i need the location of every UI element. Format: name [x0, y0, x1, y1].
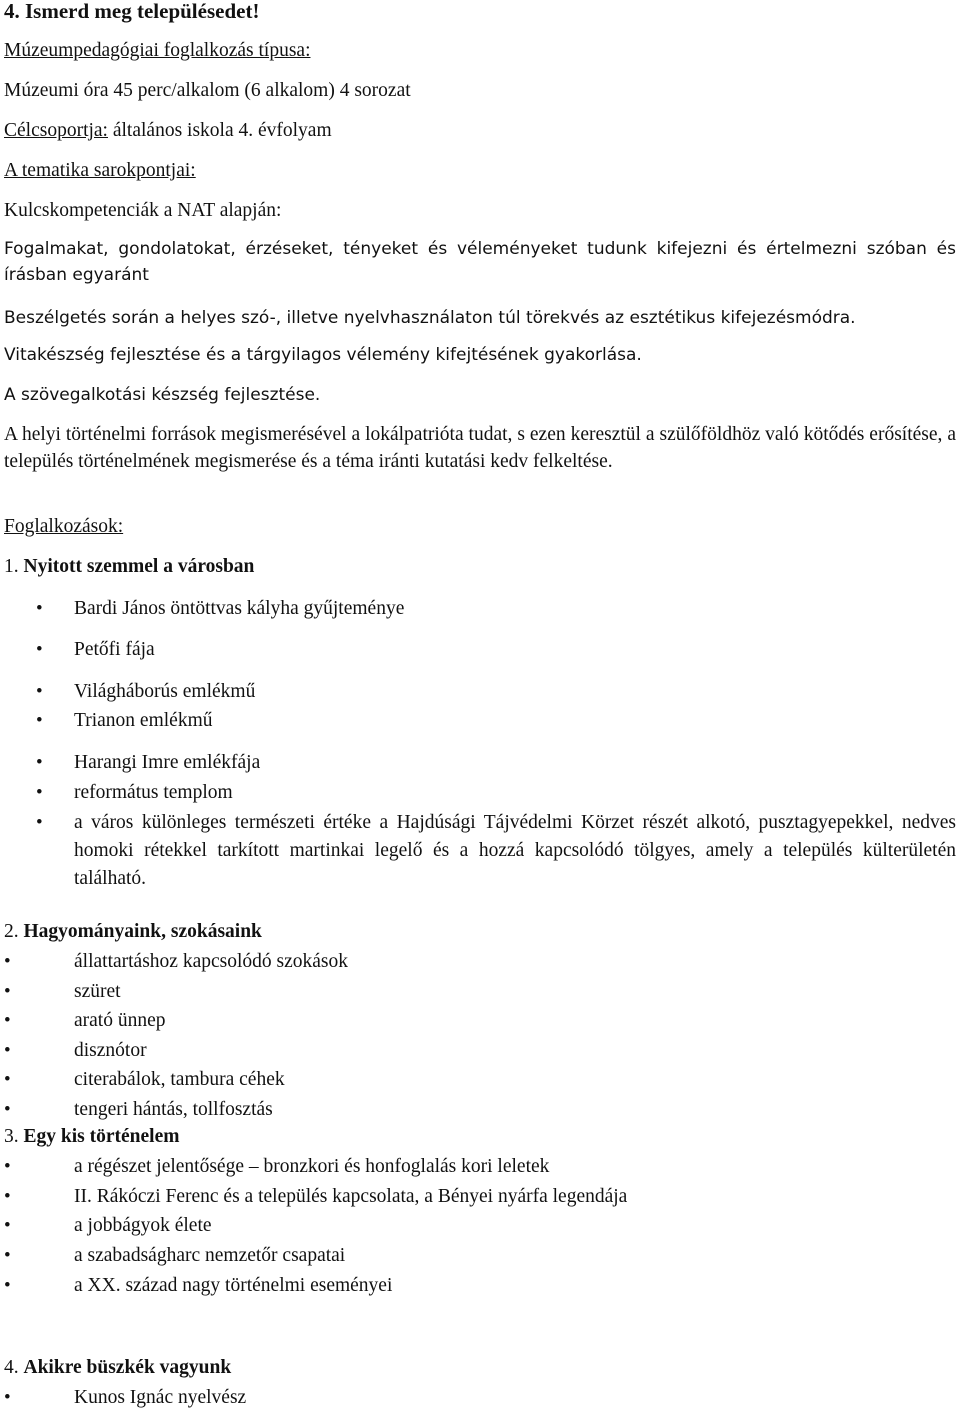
section-1-item: Világháborús emlékmű — [74, 681, 256, 702]
section-3-item: a régészet jelentősége – bronzkori és honfoglalás kori leletek — [74, 1156, 550, 1177]
bullet-icon: • — [36, 639, 43, 660]
section-3-item: II. Rákóczi Ferenc és a település kapcsolata, a Bényei nyárfa legendája — [74, 1186, 628, 1207]
section-1-heading — [4, 556, 956, 578]
section-2-item: állattartáshoz kapcsolódó szokások — [74, 951, 348, 972]
section-2-title: Hagyományaink, szokásaink — [23, 921, 262, 942]
section-4-heading — [4, 1357, 956, 1379]
bullet-icon: • — [4, 1156, 11, 1177]
section-1-item: Bardi János öntöttvas kályha gyűjteménye — [74, 598, 405, 619]
section-3-number: 3. — [4, 1126, 19, 1147]
competency-paragraph-1: Fogalmakat, gondolatokat, érzéseket, tényeket és véleményeket tudunk kifejezni és értelmezni szóban és írásban egyaránt — [4, 239, 956, 285]
bullet-icon: • — [36, 812, 43, 833]
bullet-icon: • — [4, 1245, 11, 1266]
section-2-item: tengeri hántás, tollfosztás — [74, 1099, 273, 1120]
section-2-item: disznótor — [74, 1040, 147, 1061]
section-1-number: 1. — [4, 556, 19, 577]
section-4-item: Kunos Ignác nyelvész — [74, 1387, 247, 1408]
bullet-icon: • — [4, 1069, 11, 1090]
competency-paragraph-3: Vitakészség fejlesztése és a tárgyilagos vélemény kifejtésének gyakorlása. — [4, 345, 642, 365]
type-label: Múzeumpedagógiai foglalkozás típusa: — [4, 40, 311, 61]
page-title: 4. Ismerd meg településedet! — [4, 0, 260, 23]
bullet-icon: • — [36, 681, 43, 702]
sessions-label: Foglalkozások: — [4, 516, 124, 537]
bullet-icon: • — [4, 1186, 11, 1207]
bullet-icon: • — [4, 1387, 11, 1408]
bullet-icon: • — [36, 782, 43, 803]
bullet-icon: • — [4, 1099, 11, 1120]
bullet-icon: • — [4, 981, 11, 1002]
section-2-number: 2. — [4, 921, 19, 942]
target-row — [4, 120, 956, 142]
section-1-item: Trianon emlékmű — [74, 710, 213, 731]
target-label: Célcsoportja: — [4, 120, 108, 141]
bullet-icon: • — [36, 710, 43, 731]
section-3-item: a szabadságharc nemzetőr csapatai — [74, 1245, 346, 1266]
section-3-title: Egy kis történelem — [23, 1126, 180, 1147]
section-3-item: a jobbágyok élete — [74, 1215, 212, 1236]
section-1-item: Petőfi fája — [74, 639, 155, 660]
competency-paragraph-2: Beszélgetés során a helyes szó-, illetve nyelvhasználaton túl törekvés az esztétikus kifejezésmódra. — [4, 308, 856, 328]
bullet-icon: • — [36, 598, 43, 619]
section-4-number: 4. — [4, 1357, 19, 1378]
section-2-item: citerabálok, tambura céhek — [74, 1069, 285, 1090]
section-2-item: arató ünnep — [74, 1010, 166, 1031]
bullet-icon: • — [4, 1040, 11, 1061]
section-1-item: református templom — [74, 782, 233, 803]
competency-paragraph-4: A szövegalkotási készség fejlesztése. — [4, 385, 321, 405]
section-1-title: Nyitott szemmel a városban — [23, 556, 255, 577]
section-2-heading — [4, 921, 956, 943]
type-value: Múzeumi óra 45 perc/alkalom (6 alkalom) 4 sorozat — [4, 80, 411, 101]
section-3-item: a XX. század nagy történelmi eseményei — [74, 1275, 393, 1296]
competencies-heading: Kulcskompetenciák a NAT alapján: — [4, 200, 282, 221]
section-4-title: Akikre büszkék vagyunk — [23, 1357, 232, 1378]
section-2-item: szüret — [74, 981, 121, 1002]
competency-paragraph-5: A helyi történelmi források megismerésével a lokálpatrióta tudat, s ezen keresztül a szülőföldhöz való kötődés erősítése, a település történelmének megismerése és a téma iránti kutatási kedv felkeltése. — [4, 424, 956, 472]
bullet-icon: • — [4, 951, 11, 972]
thematic-label: A tematika sarokpontjai: — [4, 160, 196, 181]
section-3-heading — [4, 1126, 956, 1148]
target-value: általános iskola 4. évfolyam — [112, 120, 332, 141]
bullet-icon: • — [4, 1010, 11, 1031]
section-1-item: Harangi Imre emlékfája — [74, 752, 261, 773]
bullet-icon: • — [4, 1215, 11, 1236]
section-1-item: a város különleges természeti értéke a Hajdúsági Tájvédelmi Körzet részét alkotó, pusztagyepekkel, nedves homoki rétekkel tarkított martinkai legelő és a hozzá kapcsolódó tölgyes, amely a település külterületén található. — [74, 812, 956, 889]
bullet-icon: • — [4, 1275, 11, 1296]
bullet-icon: • — [36, 752, 43, 773]
